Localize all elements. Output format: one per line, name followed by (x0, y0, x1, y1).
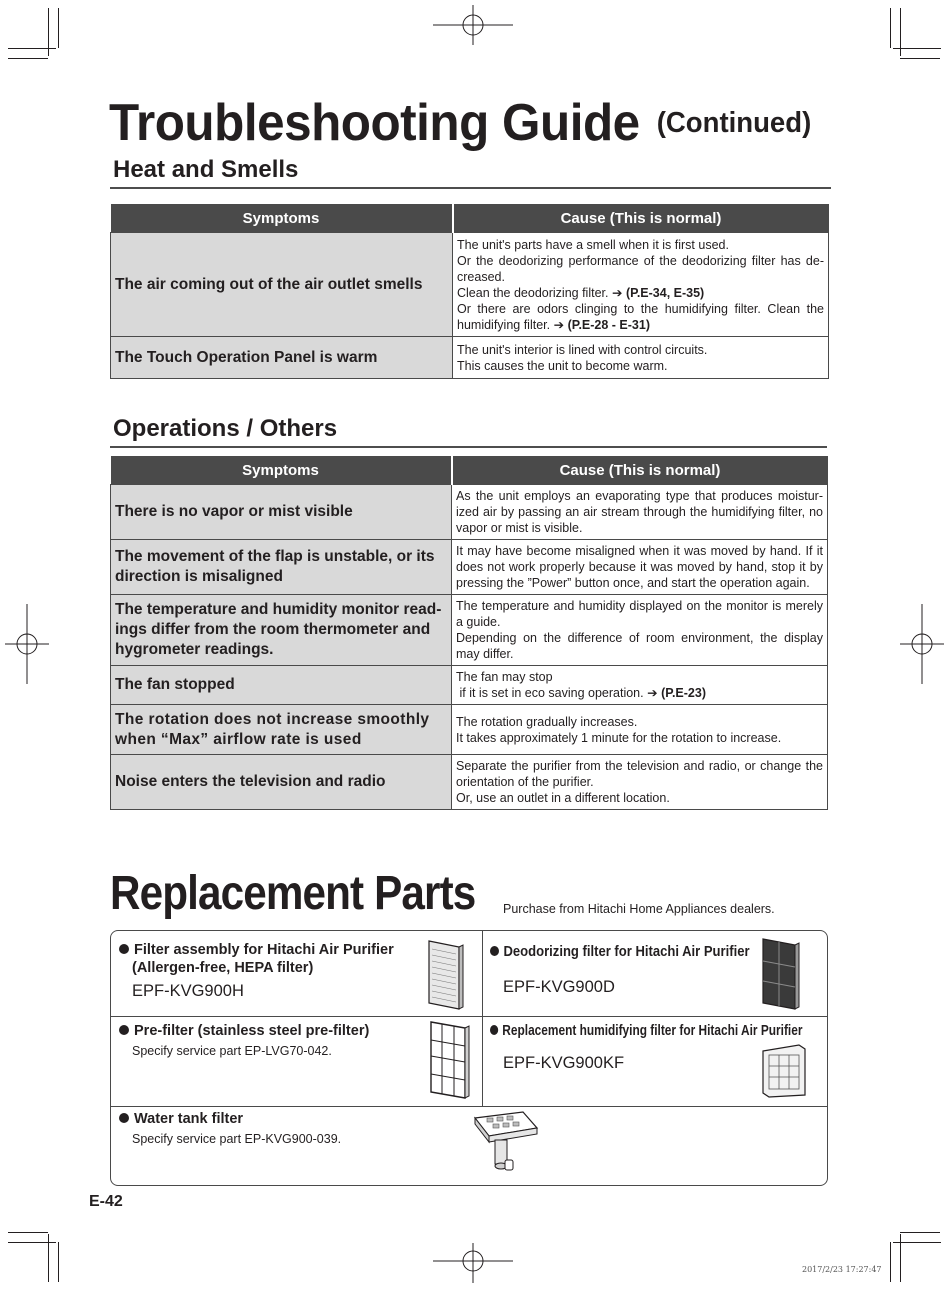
cause-cell: The unit's interior is lined with control circuits. This causes the unit to become warm. (453, 337, 829, 379)
page-title: Troubleshooting Guide (Continued) (109, 94, 812, 152)
parts-box (110, 930, 828, 1186)
heat-table (110, 204, 829, 379)
part-name: Pre-filter (stainless steel pre-filter) (134, 1023, 370, 1039)
water-tank-filter-icon (473, 1110, 539, 1180)
divider (482, 931, 483, 1106)
symptom-cell: Noise enters the television and radio (111, 755, 452, 810)
part-name: Deodorizing filter for Hitachi Air Purifier (503, 944, 750, 960)
hepa-filter-icon (427, 939, 465, 1011)
right-arrow-icon: ➔ (553, 317, 565, 332)
table-row (111, 540, 828, 595)
symptom-cell: The movement of the flap is unstable, or its direction is misaligned (111, 540, 452, 595)
bullet-icon (119, 1025, 129, 1035)
part-deodorizing-filter (490, 943, 778, 997)
part-spec: Specify service part EP-KVG900-039. (132, 1132, 342, 1146)
symptom-cell: The air coming out of the air outlet smells (111, 233, 453, 337)
purchase-note: Purchase from Hitachi Home Appliances dealers. (503, 902, 775, 916)
part-name: Replacement humidifying filter for Hitachi Air Purifier (502, 1023, 803, 1039)
print-timestamp: 2017/2/23 17:27:47 (802, 1265, 882, 1274)
cause-cell: As the unit employs an evaporating type that produces moistur-ized air by passing an air stream through the humidifying filter, no vapor or mist is visible. (452, 485, 828, 540)
right-arrow-icon: ➔ (611, 285, 623, 300)
column-header-cause: Cause (This is normal) (452, 456, 828, 485)
table-row (111, 337, 829, 379)
part-pre-filter (119, 1022, 369, 1058)
section-rule (110, 187, 831, 189)
page-reference: (P.E-23) (661, 686, 706, 700)
pre-filter-icon (429, 1020, 471, 1100)
part-humidifying-filter (490, 1022, 871, 1073)
column-header-symptoms: Symptoms (111, 204, 453, 233)
part-water-tank-filter (119, 1110, 341, 1146)
bullet-icon (490, 946, 499, 956)
table-row (111, 233, 829, 337)
divider (111, 1016, 827, 1017)
section-title-heat: Heat and Smells (113, 156, 299, 183)
deodorizing-filter-icon (761, 937, 801, 1011)
bullet-icon (119, 944, 129, 954)
part-model: EPF-KVG900KF (503, 1054, 625, 1072)
table-header-row (111, 456, 828, 485)
registration-mark-icon (5, 604, 49, 684)
page-reference: (P.E-34, E-35) (625, 285, 705, 300)
registration-mark-icon (433, 5, 513, 45)
replacement-parts-title: Replacement Parts (110, 867, 476, 920)
section-title-operations: Operations / Others (113, 415, 338, 442)
table-row (111, 755, 828, 810)
page-number: E-42 (89, 1193, 123, 1210)
table-row (111, 666, 828, 705)
column-header-cause: Cause (This is normal) (453, 204, 829, 233)
right-arrow-icon: ➔ (647, 686, 658, 700)
title-suffix: (Continued) (656, 107, 812, 139)
table-row (111, 595, 828, 666)
symptom-cell: The Touch Operation Panel is warm (111, 337, 453, 379)
bullet-icon (119, 1113, 129, 1123)
humidifying-filter-icon (761, 1043, 807, 1099)
part-model: EPF-KVG900D (503, 978, 615, 996)
part-filter-assembly (119, 941, 394, 1001)
symptom-cell: The rotation does not increase smoothly when “Max” airflow rate is used (111, 705, 452, 755)
cause-cell: Separate the purifier from the television and radio, or change the orientation of the purifier. Or, use an outlet in a different location. (452, 755, 828, 810)
table-header-row (111, 204, 829, 233)
cause-cell: The fan may stop if it is set in eco saving operation. ➔ (P.E-23) (452, 666, 828, 705)
table-row (111, 485, 828, 540)
cause-cell: The temperature and humidity displayed on the monitor is merely a guide. Depending on the difference of room environment, the display may differ. (452, 595, 828, 666)
table-row (111, 705, 828, 755)
symptom-cell: There is no vapor or mist visible (111, 485, 452, 540)
part-model: EPF-KVG900H (132, 982, 244, 1000)
cause-cell: It may have become misaligned when it was moved by hand. If it does not work properly because it was moved by hand, stop it by pressing the ”Power” button once, and start the operation again. (452, 540, 828, 595)
section-rule (110, 446, 827, 448)
divider (111, 1106, 827, 1107)
registration-mark-icon (433, 1243, 513, 1283)
registration-mark-icon (900, 604, 944, 684)
cause-cell: The rotation gradually increases. It takes approximately 1 minute for the rotation to increase. (452, 705, 828, 755)
part-name-detail: (Allergen-free, HEPA filter) (132, 960, 314, 976)
part-name: Water tank filter (134, 1111, 244, 1127)
symptom-cell: The fan stopped (111, 666, 452, 705)
part-name: Filter assembly for Hitachi Air Purifier (134, 942, 394, 958)
symptom-cell: The temperature and humidity monitor read-ings differ from the room thermometer and hygrometer readings. (111, 595, 452, 666)
cause-cell: The unit's parts have a smell when it is first used. Or the deodorizing performance of the deodorizing filter has de-creased. Clean the deodorizing filter. ➔ (P.E-34, E-35) Or there are odors clinging to the humidifying filter. Clean the humidifying filter. ➔ (P.E-28 - E-31) (453, 233, 829, 337)
operations-table (110, 456, 828, 810)
bullet-icon (490, 1025, 498, 1035)
column-header-symptoms: Symptoms (111, 456, 452, 485)
part-spec: Specify service part EP-LVG70-042. (132, 1044, 332, 1058)
page-reference: (P.E-28 - E-31) (567, 317, 651, 332)
